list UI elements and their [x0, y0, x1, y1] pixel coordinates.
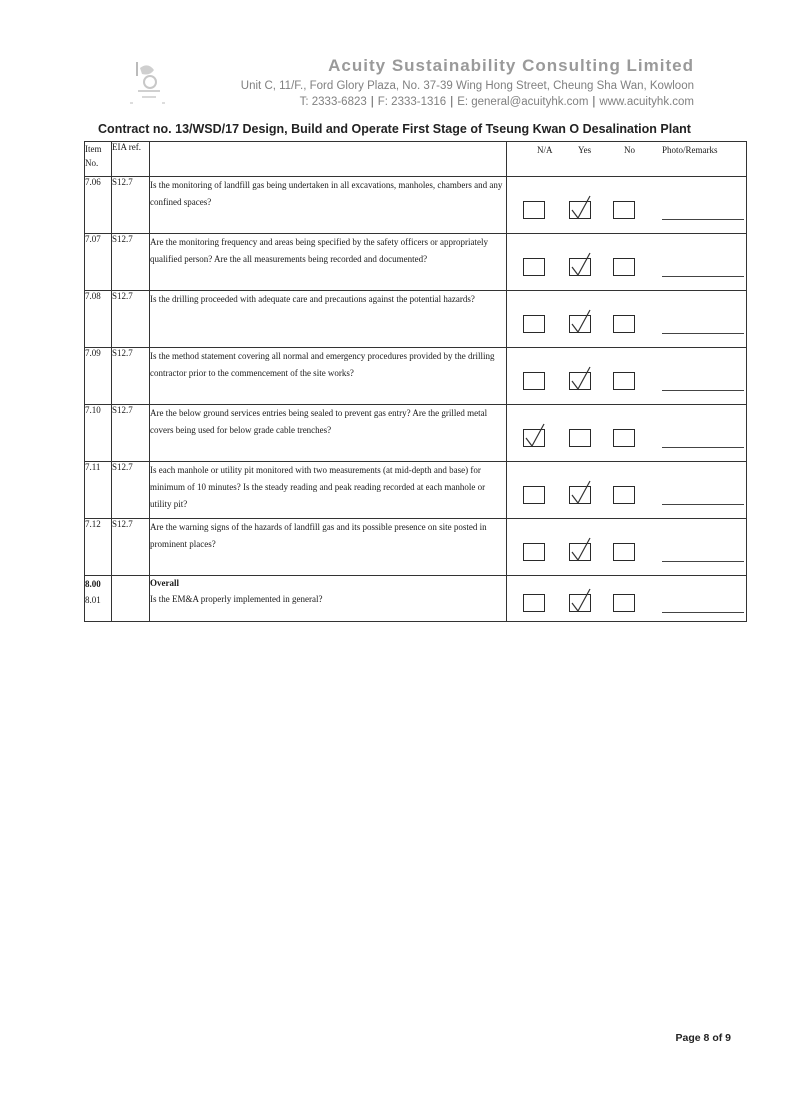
table-row — [85, 177, 747, 234]
answer-cell — [507, 405, 747, 462]
header-yes: Yes — [578, 145, 592, 155]
header-na: N/A — [537, 145, 553, 155]
remarks-line[interactable] — [662, 561, 744, 562]
answer-cell — [507, 234, 747, 291]
checkbox-yes[interactable] — [569, 315, 591, 333]
checklist-question: Is each manhole or utility pit monitored with two measurements (at mid-depth and base) for minimum of 10 minutes? Is the steady reading and peak reading recorded at each manhole or utility pit? — [150, 462, 507, 519]
letterhead — [0, 0, 789, 120]
overall-title: Overall — [150, 578, 179, 588]
header-no: No — [624, 145, 635, 155]
remarks-line[interactable] — [662, 447, 744, 448]
checkbox-no[interactable] — [613, 429, 635, 447]
eia-reference: S12.7 — [112, 519, 150, 576]
check-mark-icon — [568, 308, 596, 336]
checkbox-na[interactable] — [523, 315, 545, 333]
checkbox-yes[interactable] — [569, 258, 591, 276]
checkbox-na[interactable] — [523, 429, 545, 447]
checkbox-na[interactable] — [523, 258, 545, 276]
remarks-line[interactable] — [662, 612, 744, 613]
table-row — [85, 234, 747, 291]
checklist-table — [84, 141, 747, 622]
checklist-question: Are the monitoring frequency and areas being specified by the safety officers or appropriately qualified person? Are the all measurements being recorded and documented? — [150, 234, 507, 291]
table-row — [85, 519, 747, 576]
answer-cell — [507, 462, 747, 519]
eia-reference: S12.7 — [112, 405, 150, 462]
checklist-question: Is the monitoring of landfill gas being undertaken in all excavations, manholes, chambers and any confined spaces? — [150, 177, 507, 234]
fax: F: 2333-1316 — [377, 96, 447, 108]
checkbox-na[interactable] — [523, 201, 545, 219]
table-row — [85, 462, 747, 519]
checkbox-na[interactable] — [523, 372, 545, 390]
item-number: 7.10 — [85, 405, 112, 462]
remarks-line[interactable] — [662, 276, 744, 277]
checkbox-na[interactable] — [523, 486, 545, 504]
checkbox-yes[interactable] — [569, 429, 591, 447]
checkbox-yes[interactable] — [569, 486, 591, 504]
item-number: 7.07 — [85, 234, 112, 291]
table-header-row — [85, 142, 747, 177]
table-row — [85, 291, 747, 348]
item-number: 7.09 — [85, 348, 112, 405]
checkbox-na[interactable] — [523, 594, 545, 612]
email: E: general@acuityhk.com — [457, 96, 589, 108]
answer-cell — [507, 576, 747, 622]
item-number: 7.11 — [85, 462, 112, 519]
company-logo-icon — [128, 58, 174, 108]
remarks-line[interactable] — [662, 504, 744, 505]
overall-eia-reference — [112, 576, 150, 622]
header-eia-ref: EIA ref. — [112, 142, 150, 177]
checkbox-yes[interactable] — [569, 201, 591, 219]
eia-reference: S12.7 — [112, 462, 150, 519]
remarks-line[interactable] — [662, 219, 744, 220]
overall-item-number: 8.01 — [85, 595, 101, 605]
overall-question: Is the EM&A properly implemented in general? — [150, 594, 323, 604]
header-answers — [507, 142, 747, 177]
header-item-no: Item No. — [85, 142, 112, 177]
check-mark-icon — [522, 422, 550, 450]
checklist-question: Are the warning signs of the hazards of landfill gas and its possible presence on site posted in prominent places? — [150, 519, 507, 576]
table-row — [85, 348, 747, 405]
eia-reference: S12.7 — [112, 177, 150, 234]
phone: T: 2333-6823 — [299, 96, 367, 108]
checkbox-no[interactable] — [613, 315, 635, 333]
check-mark-icon — [568, 365, 596, 393]
check-mark-icon — [568, 479, 596, 507]
checklist-question: Is the method statement covering all normal and emergency procedures provided by the drilling contractor prior to the commencement of the site works? — [150, 348, 507, 405]
overall-question-cell — [150, 576, 507, 622]
checkbox-no[interactable] — [613, 594, 635, 612]
item-number: 7.06 — [85, 177, 112, 234]
overall-heading-number: 8.00 — [85, 579, 101, 589]
check-mark-icon — [568, 194, 596, 222]
header-question — [150, 142, 507, 177]
checkbox-no[interactable] — [613, 486, 635, 504]
item-number: 7.08 — [85, 291, 112, 348]
contract-title: Contract no. 13/WSD/17 Design, Build and Operate First Stage of Tseung Kwan O Desalination Plant — [98, 122, 691, 136]
eia-reference: S12.7 — [112, 234, 150, 291]
table-row — [85, 405, 747, 462]
answer-cell — [507, 291, 747, 348]
company-name: Acuity Sustainability Consulting Limited — [328, 56, 694, 75]
answer-cell — [507, 348, 747, 405]
checkbox-yes[interactable] — [569, 372, 591, 390]
check-mark-icon — [568, 536, 596, 564]
checkbox-no[interactable] — [613, 201, 635, 219]
answer-cell — [507, 519, 747, 576]
overall-item-numbers — [85, 576, 112, 622]
checkbox-yes[interactable] — [569, 594, 591, 612]
page-number: Page 8 of 9 — [675, 1032, 731, 1044]
checklist-question: Is the drilling proceeded with adequate care and precautions against the potential hazards? — [150, 291, 507, 348]
overall-row — [85, 576, 747, 622]
company-contacts: T: 2333-6823 | F: 2333-1316 | E: general@acuityhk.com | www.acuityhk.com — [299, 96, 694, 108]
checkbox-no[interactable] — [613, 258, 635, 276]
checklist-question: Are the below ground services entries being sealed to prevent gas entry? Are the grilled metal covers being used for below grade cable trenches? — [150, 405, 507, 462]
check-mark-icon — [568, 251, 596, 279]
eia-reference: S12.7 — [112, 291, 150, 348]
header-remarks: Photo/Remarks — [662, 145, 718, 155]
check-mark-icon — [568, 587, 596, 615]
remarks-line[interactable] — [662, 390, 744, 391]
checkbox-no[interactable] — [613, 543, 635, 561]
company-address: Unit C, 11/F., Ford Glory Plaza, No. 37-39 Wing Hong Street, Cheung Sha Wan, Kowloon — [240, 80, 694, 92]
checkbox-yes[interactable] — [569, 543, 591, 561]
remarks-line[interactable] — [662, 333, 744, 334]
eia-reference: S12.7 — [112, 348, 150, 405]
checkbox-no[interactable] — [613, 372, 635, 390]
answer-cell — [507, 177, 747, 234]
checkbox-na[interactable] — [523, 543, 545, 561]
website: www.acuityhk.com — [599, 96, 694, 108]
item-number: 7.12 — [85, 519, 112, 576]
